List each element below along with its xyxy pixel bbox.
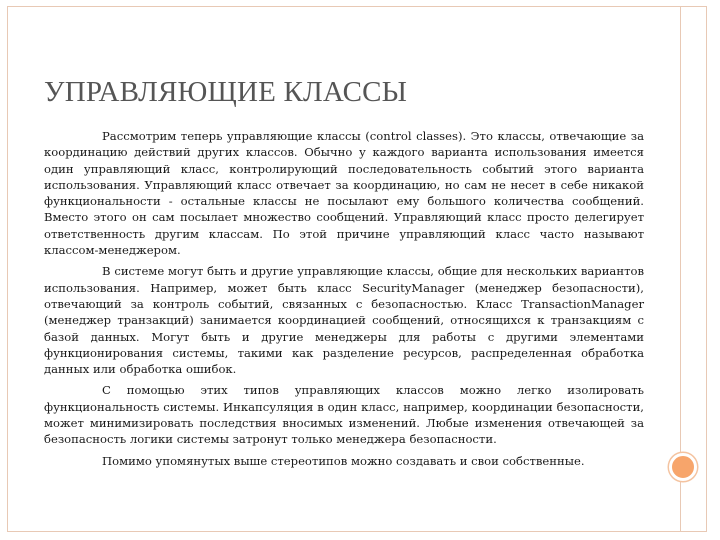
paragraph-isolation: С помощью этих типов управляющих классов можно легко изолировать функциональность системы. Инкапсуляция в один класс, например, координации безопасности, может минимизировать последствия вносимых изменений. Любые изменения отвечающей за безопасность логики системы затронут только менеджера безопасности.: [44, 383, 644, 447]
paragraph-other-managers: В системе могут быть и другие управляющие классы, общие для нескольких вариантов использования. Например, может быть класс SecurityManager (менеджер безопасности), отвечающий за контроль событий, связанных с безопасностью. Класс TransactionManager (менеджер транзакций) занимается координацией сообщений, относящихся к транзакциям с базой данных. Могут быть и другие менеджеры для работы с другими элементами функционирования системы, такими как разделение ресурсов, распределенная обработка данных или обработка ошибок.: [44, 264, 644, 377]
slide-title: УПРАВЛЯЮЩИЕ КЛАССЫ: [44, 76, 408, 108]
decorative-circle-icon: [669, 453, 697, 481]
paragraph-custom-stereotypes: Помимо упомянутых выше стереотипов можно создавать и свои собственные.: [102, 453, 585, 468]
slide-body: [44, 128, 644, 474]
paragraph-control-classes: Рассмотрим теперь управляющие классы (control classes). Это классы, отвечающие за координацию действий других классов. Обычно у каждого варианта использования имеется один управляющий класс, контролирующий последовательность событий этого варианта использования. Управляющий класс отвечает за координацию, но сам не несет в себе никакой функциональности - остальные классы не посылают ему большого количества сообщений. Вместо этого он сам посылает множество сообщений. Управляющий класс просто делегирует ответственность другим классам. По этой причине управляющий класс часто называют классом-менеджером.: [44, 129, 644, 258]
